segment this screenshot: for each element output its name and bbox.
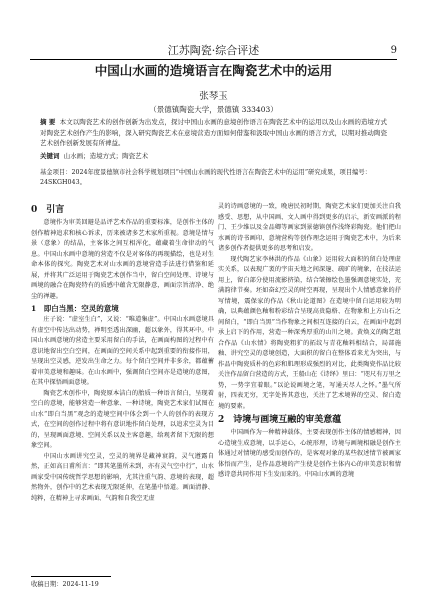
author-name: 张琴玉 — [199, 91, 228, 102]
right-column — [218, 202, 401, 481]
abstract-text: 本文以陶瓷艺术的创作创新为出发点，探讨中国山水画的意境创作语言在陶瓷艺术中的运用以及山水画的造境方式对陶瓷艺术创作产生的影响，深入研究陶瓷艺术在意境营造方面如何借鉴和汲取中国山水画的语言方式，以期对推动陶瓷艺术创作创新发展有所裨益。 — [40, 118, 388, 147]
section-heading-intro: 0 引言 — [31, 205, 65, 215]
paragraph: 灵的诗画意境的一致，晚唐民初时期，陶瓷艺术家们更加关注自我感受、思想，从中国画、文人画中得到更多的启示，新安画派的程门、王少维以及金品卿等画家到景德镇创作浅绛彩陶瓷。他们把山水画的诗书画印、意境营构等创作理念运用于陶瓷艺术中，为后来诸多创作者提供更多的思考和启发。 — [218, 203, 401, 252]
left-column — [31, 202, 214, 504]
fund-note: 基金项目：2024年度景德镇市社会科学规划项目“中国山水画的现代性语言在陶瓷艺术中的运用”研究成果，项目编号：24SKGH043。 — [40, 169, 372, 186]
paragraph: 中国画作为一种精神载体，主要表现创作主体的情感精神，因心造境生成意境，以手运心，心统形理，诗境与画境相融是创作主体通过对情境的感受而创作的，是客观对象的某些叙述情节被画家体悟而产生，是作品意境的产生使是创作主体内心的审美意识和情感诗意共同作用下生发而来的。中国山水画的意境 — [218, 429, 401, 478]
abstract — [40, 117, 387, 149]
abstract-label: 摘 要 — [40, 118, 56, 126]
paragraph: 中国山水画讲究空灵，空灵的境界是藏神衰韵，灵气遵露自然，正如高日甫所言：“即其笔墨所未到，亦有灵气空中行”，山水画家受中国传统哲学思想的影响，尤其注重气韵、意境的表现，超然物外，创作中的艺术表现无限延伸，在笔墨中悟道。画面清静、纯粹，在精神上寻求画面、气韵和自我空无虚 — [31, 452, 214, 502]
page-number: 9 — [390, 45, 397, 56]
section-heading-1: 1 即白当黑：空灵的意境 — [31, 304, 119, 313]
paragraph: 意境作为审美回避是品评艺术作品的重要标准，是创作主体的创作精神追求和核心诉求，历来被诸多艺术家所重视。意境是情与景（意象）的结晶，主客体之间互相浑化，蕴藏着生命律动的气息。中国山水画中意境的营造不仅是对客体的再现描绘，也是对生命本体的探究。陶瓷艺术对山水画的意境营造手法进行借鉴和延展，并将其广泛运用于陶瓷艺术创作当中，留白空间处理、诗境与画境的融合在陶瓷特有的质感中蕴含无限静意，画面宗旨清净、绝尘的禅趣。 — [31, 219, 214, 300]
paragraph: 庄子说：“虚室生白”，又说：“唯道集虚”。中国山水画意境具有虚空中传达出动势，禅明至透出深幽，超以象外，得其环中。中国山水画意境的营造主要采用留白的手法，在画面构图的过程中有意识地留出空白空间，在画面的空间关系中起到重要的衔接作用，呈现出空灵感，逆发出生命之力。每个留白空间并非多余，都蕴蓄着审美意境和趣味。在山水画中，强调留白空间亦是造境的意图，在其中探悟画面意境。 — [31, 316, 214, 386]
section-heading-2: 2 诗境与画境互融的审美意蕴 — [218, 415, 342, 425]
received-date: 收稿日期：2024-11-19 — [31, 581, 99, 588]
footnote-rule — [31, 576, 111, 577]
article-title: 中国山水画的造境语言在陶瓷艺术中的运用 — [94, 63, 333, 78]
header-rule — [30, 59, 397, 60]
keywords-text: 山水画；造境方式；陶瓷艺术 — [63, 152, 149, 160]
paragraph: 现代陶艺家李林洪的作品《山象》运用较大面积的留白处理虚实关系，以表现广袤的宇宙天地之间深邃、疏旷的境象，在技法运用上，留白部分使用流影挤染，结合皱擦绘色墨强调意境实处，充满韵律节奏。坯如奋幻空灵的时空再现，呈现出个人情感意象的抒写情境，震保家的作品《秋山论道图》在造境中留白运用较为明确，以典蕴颜色釉和粉彩结合呈现高贵隐格、在物象和上方山石之间留白，“即白当黑”当作物象之间相互连接的白云，在画面中起到承上启下的作用，营造一种深秀厚重的山川之境。黄焕义的陶艺组合作品《山水情》将陶瓷粗犷的拓纹与青花釉料相结合，局部施釉、讲究空灵的意境创造，大面积的留白在整体看来尤为突出，与作品中陶瓷质朴的色彩和肌理形成强烈的对比，此类陶瓷作品比较关注作品留白营造的方式，王船山在《诗绎》里曰：“咫尺有万里之势，一势字宜着眼。”以论说画境之笔，写通天尽人之怀。”墨气所射，四表无穷，无字处皆其意也，关注了艺术境界的空灵、留白造境的要素。 — [218, 255, 401, 410]
journal-name: 江苏陶瓷·综合评述 — [167, 44, 260, 57]
author-affiliation: （景德镇陶瓷大学，景德镇 333403） — [149, 105, 278, 114]
keywords — [40, 151, 387, 161]
running-header — [30, 44, 397, 58]
keywords-label: 关键词 — [40, 152, 60, 160]
paragraph: 陶瓷艺术创作中，陶瓷原本洁白的胎质一种语言留白，呈现着空白的意境，能够营造一种意象、一种诗境，陶瓷艺术家们试图在山水“即白当黑”观念的造境空间中体会到一个人的创作的表现方式，在空间的创作过程中将有意识地作留白处理，以追求空灵为目的，呈现画面意境、空间关系以及主客意趣，给观者留下无限的想象空间。 — [31, 389, 214, 449]
